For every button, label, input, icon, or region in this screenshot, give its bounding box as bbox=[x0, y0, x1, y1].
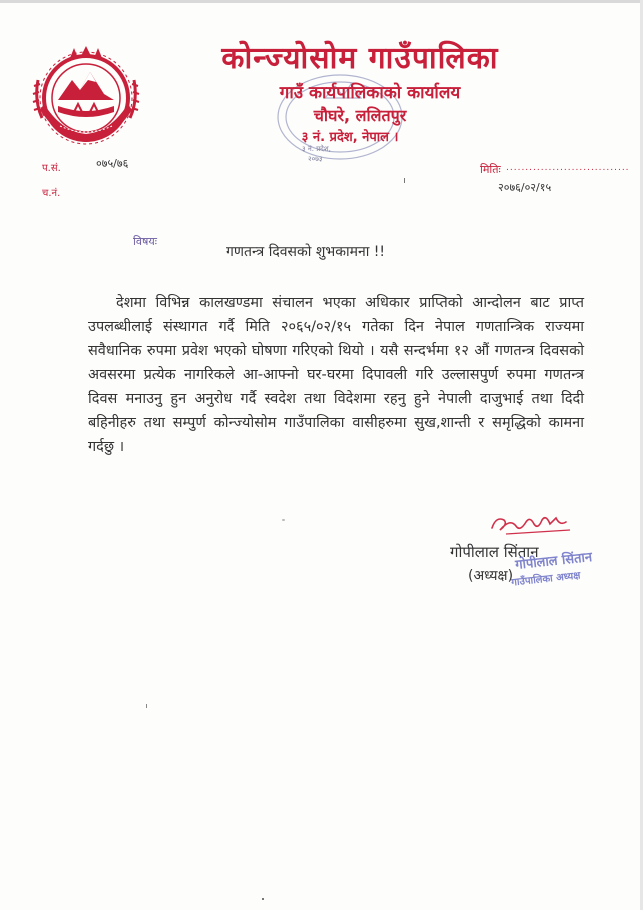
date-label: मितिः bbox=[480, 163, 501, 176]
patra-sankhya-label: प.सं. bbox=[42, 163, 61, 174]
scan-speck bbox=[404, 178, 405, 183]
office-location: चौघरे, ललितपुर bbox=[313, 106, 407, 125]
date-value: २०७६/०२/१५ bbox=[498, 181, 552, 194]
date-dotted-line: ................................ bbox=[506, 163, 630, 173]
letter-body bbox=[88, 291, 584, 459]
signatory-name: गोपीलाल सिंतान bbox=[450, 543, 539, 561]
stamp-inner-text-2: २०७३ bbox=[308, 155, 323, 163]
body-paragraph: देशमा विभिन्न कालखण्डमा संचालन भएका अधिकार प्राप्तिको आन्दोलन बाट प्राप्त उपलब्धीलाई संस्थागत गर्दै मिति २०६५/०२/१५ गतेका दिन नेपाल गणतान्त्रिक राज्यमा सवैधानिक रुपमा प्रवेश भएको घोषणा गरिएको थियो । यसै सन्दर्भमा १२ औं गणतन्त्र दिवसको अवसरमा प्रत्येक नागरिकले आ-आफ्नो घर-घरमा दिपावली गरि उल्लासपुर्ण रुपमा गणतन्त्र दिवस मनाउनु हुन अनुरोध गर्दै स्वदेश तथा विदेशमा रहनु हुने नेपाली दाजुभाई तथा दिदी बहिनीहरु तथा सम्पुर्ण कोन्ज्योसोम गाउँपालिका वासीहरुमा सुख,शान्ती र समृद्धिको कामना गर्दछु । bbox=[88, 295, 584, 455]
scan-speck bbox=[282, 519, 285, 521]
stamp-line-title: गाउँपालिका अध्यक्ष bbox=[510, 570, 582, 589]
stamp-inner-text-1: ३ नं. प्रदेश, bbox=[302, 145, 331, 153]
signatory-designation: (अध्यक्ष) bbox=[468, 568, 514, 584]
office-name: गाउँ कार्यपालिकाको कार्यालय bbox=[279, 83, 461, 103]
stamp-line-name: गोपीलाल सिंतान bbox=[514, 550, 593, 573]
subject-label: विषयः bbox=[133, 235, 157, 248]
chalani-number-label: च.नं. bbox=[42, 188, 61, 199]
subject-text: गणतन्त्र दिवसको शुभकामना !! bbox=[226, 244, 386, 260]
scan-speck bbox=[146, 704, 147, 708]
handwritten-signature-icon bbox=[486, 508, 576, 540]
municipality-emblem-icon bbox=[30, 40, 142, 148]
municipality-title: कोन्ज्योसोम गाउँपालिका bbox=[221, 41, 499, 76]
patra-sankhya-value: ०७५/७६ bbox=[96, 157, 129, 170]
scan-speck bbox=[262, 898, 264, 900]
chairperson-stamp bbox=[497, 548, 597, 596]
page-edge-top bbox=[0, 0, 643, 3]
province-line: ३ नं. प्रदेश, नेपाल । bbox=[301, 130, 399, 145]
